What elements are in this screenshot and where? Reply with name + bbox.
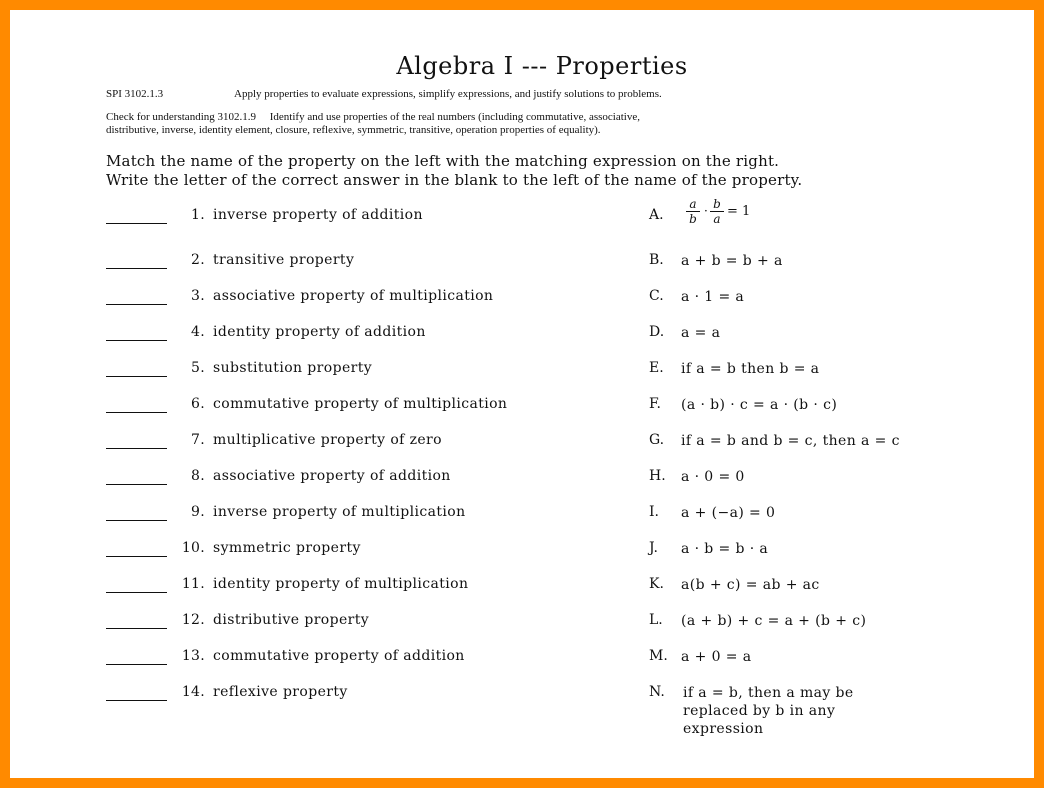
item-number: 3.	[191, 288, 205, 304]
property-name: identity property of addition	[213, 324, 426, 340]
spi-text: Apply properties to evaluate expressions, simplify expressions, and justify solutions to problems.	[234, 88, 662, 100]
check-line-2: distributive, inverse, identity element, closure, reflexive, symmetric, transitive, operation properties of equality).	[106, 124, 601, 136]
property-name: inverse property of addition	[213, 207, 423, 223]
worksheet-page	[10, 10, 1034, 778]
denominator: b	[689, 212, 697, 226]
answer-blank[interactable]	[106, 520, 167, 521]
list-item	[10, 684, 1034, 737]
property-name: substitution property	[213, 360, 373, 376]
list-item	[10, 197, 1034, 237]
answer-blank[interactable]	[106, 448, 167, 449]
option-expression: a + b = b + a	[681, 253, 783, 269]
property-name: distributive property	[213, 612, 370, 628]
option-letter: G.	[649, 432, 665, 448]
list-item	[10, 288, 1034, 318]
fraction-a-over-b	[685, 197, 701, 226]
answer-blank[interactable]	[106, 340, 167, 341]
item-number: 13.	[181, 648, 205, 664]
spi-code: SPI 3102.1.3	[106, 88, 164, 100]
answer-blank[interactable]	[106, 664, 167, 665]
property-name: inverse property of multiplication	[213, 504, 466, 520]
list-item	[10, 540, 1034, 570]
option-letter: M.	[649, 648, 668, 664]
option-letter: E.	[649, 360, 664, 376]
list-item	[10, 576, 1034, 606]
list-item	[10, 468, 1034, 498]
numerator: a	[689, 197, 697, 211]
property-name: reflexive property	[213, 684, 348, 700]
item-number: 1.	[191, 207, 205, 223]
option-expression: (a + b) + c = a + (b + c)	[681, 613, 867, 629]
property-name: symmetric property	[213, 540, 361, 556]
list-item	[10, 252, 1034, 282]
instructions-line-2: Write the letter of the correct answer in the blank to the left of the name of the property.	[106, 171, 803, 189]
item-number: 12.	[181, 612, 205, 628]
item-number: 7.	[191, 432, 205, 448]
answer-blank[interactable]	[106, 592, 167, 593]
option-expression: a · b = b · a	[681, 541, 769, 557]
list-item	[10, 612, 1034, 642]
item-number: 9.	[191, 504, 205, 520]
answer-blank[interactable]	[106, 556, 167, 557]
option-expression: a · 1 = a	[681, 289, 745, 305]
option-expression: a = a	[681, 325, 721, 341]
option-letter: L.	[649, 612, 663, 628]
option-expression: (a · b) · c = a · (b · c)	[681, 397, 838, 413]
option-expression: if a = b and b = c, then a = c	[681, 433, 900, 449]
item-number: 2.	[191, 252, 205, 268]
item-number: 14.	[181, 684, 205, 700]
property-name: multiplicative property of zero	[213, 432, 442, 448]
answer-blank[interactable]	[106, 628, 167, 629]
property-name: commutative property of multiplication	[213, 396, 508, 412]
option-letter: A.	[649, 207, 664, 223]
answer-blank[interactable]	[106, 268, 167, 269]
item-number: 8.	[191, 468, 205, 484]
option-letter: C.	[649, 288, 664, 304]
answer-blank[interactable]	[106, 484, 167, 485]
property-name: associative property of addition	[213, 468, 451, 484]
list-item	[10, 432, 1034, 462]
denominator: a	[713, 212, 721, 226]
spi-standard	[106, 88, 966, 101]
list-item	[10, 396, 1034, 426]
option-expression: a + 0 = a	[681, 649, 752, 665]
page-title: Algebra I --- Properties	[396, 52, 688, 80]
list-item	[10, 324, 1034, 354]
option-letter: B.	[649, 252, 664, 268]
answer-blank[interactable]	[106, 376, 167, 377]
fraction-b-over-a	[709, 197, 725, 226]
option-letter: H.	[649, 468, 666, 484]
check-for-understanding	[106, 111, 966, 137]
answer-blank[interactable]	[106, 700, 167, 701]
option-expression: if a = b then b = a	[681, 361, 820, 377]
option-expression: if a = b, then a may be replaced by b in any expression	[683, 685, 854, 737]
item-number: 4.	[191, 324, 205, 340]
property-name: commutative property of addition	[213, 648, 465, 664]
multiply-dot: ·	[704, 204, 708, 218]
property-name: identity property of multiplication	[213, 576, 469, 592]
list-item	[10, 360, 1034, 390]
answer-blank[interactable]	[106, 223, 167, 224]
list-item	[10, 648, 1034, 678]
answer-blank[interactable]	[106, 304, 167, 305]
option-letter: K.	[649, 576, 664, 592]
option-letter: J.	[649, 540, 658, 556]
property-name: associative property of multiplication	[213, 288, 494, 304]
option-expression: a + (−a) = 0	[681, 505, 776, 521]
list-item	[10, 504, 1034, 534]
option-expression: a · 0 = 0	[681, 469, 745, 485]
numerator: b	[713, 197, 721, 211]
option-letter: I.	[649, 504, 659, 520]
property-name: transitive property	[213, 252, 355, 268]
option-expression	[685, 197, 805, 229]
answer-blank[interactable]	[106, 412, 167, 413]
option-letter: D.	[649, 324, 665, 340]
equals-one: = 1	[727, 204, 751, 219]
option-expression: a(b + c) = ab + ac	[681, 577, 820, 593]
item-number: 11.	[181, 576, 205, 592]
option-letter: F.	[649, 396, 661, 412]
instructions-line-1: Match the name of the property on the left with the matching expression on the right.	[106, 152, 780, 170]
item-number: 5.	[191, 360, 205, 376]
instructions	[106, 152, 966, 190]
item-number: 6.	[191, 396, 205, 412]
option-letter: N.	[649, 684, 665, 700]
item-number: 10.	[181, 540, 205, 556]
check-line-1: Check for understanding 3102.1.9 Identify and use properties of the real numbers (including commutative, associative,	[106, 111, 640, 123]
